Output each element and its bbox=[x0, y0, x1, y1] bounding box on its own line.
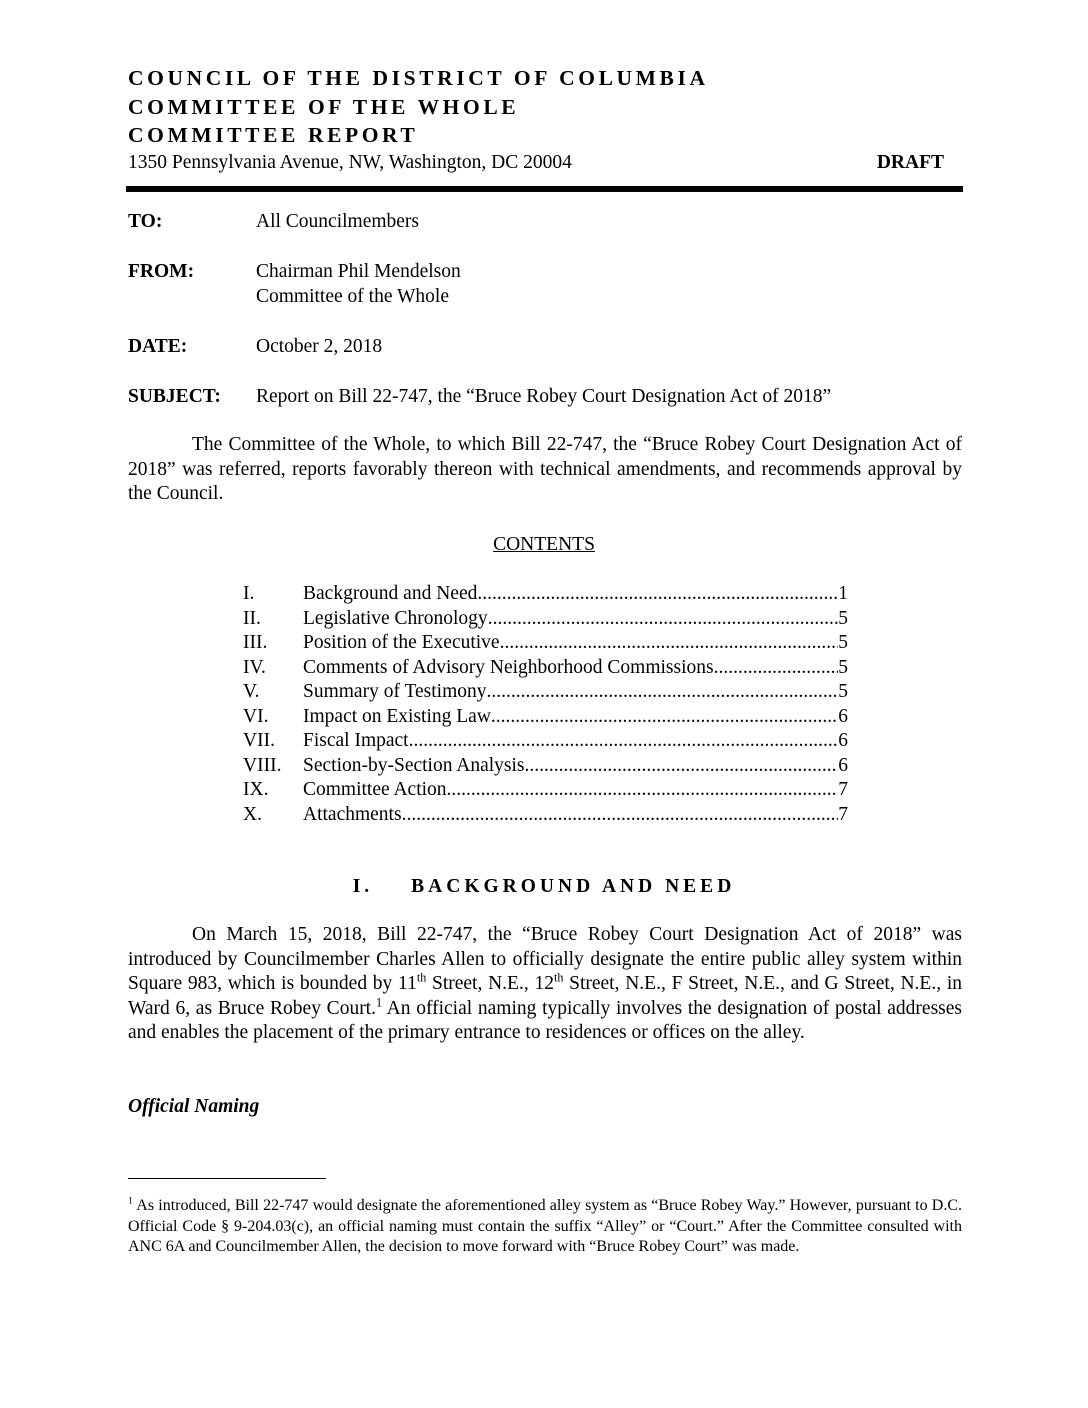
date-label: DATE: bbox=[128, 336, 188, 357]
toc-title: Attachments bbox=[303, 803, 402, 825]
toc-number: IV. bbox=[243, 656, 266, 678]
toc-title: Committee Action bbox=[303, 779, 447, 800]
toc-number: I. bbox=[243, 583, 255, 604]
footnote-ref: 1 bbox=[375, 995, 383, 1009]
toc-page: 5 bbox=[838, 632, 848, 653]
official-naming-subheading: Official Naming bbox=[128, 1096, 260, 1117]
toc-item bbox=[243, 631, 848, 656]
background-paragraph: On March 15, 2018, Bill 22-747, the “Bruce Robey Court Designation Act of 2018” was introduced by Councilmember Charles Allen to officially designate the entire public alley system within Square 983, which is bounded by 11th Street, N.E., 12th Street, N.E., F Street, N.E., and G Street, N.E., in Ward 6, as Bruce Robey Court.$^1$ An official naming typically involves the designation of postal addresses and enables the placement of the primary entrance to residences or offices on the alley. bbox=[128, 924, 963, 1043]
toc-number: VI. bbox=[243, 705, 269, 727]
toc-title: Background and Need bbox=[303, 583, 478, 604]
address-row bbox=[128, 150, 944, 176]
toc-page: 7 bbox=[838, 803, 848, 825]
toc-title: Comments of Advisory Neighborhood Commissions bbox=[303, 656, 714, 678]
from-value-committee: Committee of the Whole bbox=[256, 286, 449, 307]
subject-value: Report on Bill 22-747, the “Bruce Robey Court Designation Act of 2018” bbox=[256, 386, 832, 407]
to-value: All Councilmembers bbox=[256, 211, 420, 232]
from-label: FROM: bbox=[128, 261, 195, 282]
toc-number: VIII. bbox=[243, 754, 282, 776]
footnote-text: As introduced, Bill 22-747 would designate the aforementioned alley system as “Bruce Robey Way.” However, pursuant to D.C. Official Code § 9-204.03(c), an official naming must contain the suffix “Alley” or “Court.” After the Committee consulted with ANC 6A and Councilmember Allen, the decision to move forward with “Bruce Robey Court” was made. bbox=[128, 1197, 962, 1255]
council-title: COUNCIL OF THE DISTRICT OF COLUMBIA bbox=[128, 66, 709, 90]
table-of-contents bbox=[243, 582, 848, 827]
toc-title: Legislative Chronology bbox=[303, 607, 488, 629]
toc-item bbox=[243, 582, 848, 607]
toc-number: X. bbox=[243, 803, 262, 825]
draft-label: DRAFT bbox=[876, 152, 944, 173]
toc-title: Position of the Executive bbox=[303, 632, 500, 653]
toc-item bbox=[243, 778, 848, 803]
toc-page: 6 bbox=[838, 705, 848, 727]
toc-title: Section-by-Section Analysis bbox=[303, 754, 525, 776]
toc-page: 5 bbox=[838, 656, 848, 678]
section-number: I. bbox=[352, 876, 374, 897]
toc-item bbox=[243, 680, 848, 705]
footnote-separator bbox=[128, 1178, 326, 1179]
toc-item bbox=[243, 607, 848, 632]
intro-paragraph bbox=[128, 433, 962, 507]
report-type: COMMITTEE REPORT bbox=[128, 123, 419, 147]
subject-label: SUBJECT: bbox=[128, 386, 221, 407]
toc-number: III. bbox=[243, 632, 268, 653]
toc-page: 5 bbox=[838, 681, 848, 702]
toc-item bbox=[243, 803, 848, 828]
contents-heading: CONTENTS bbox=[493, 534, 595, 555]
toc-title: Impact on Existing Law bbox=[303, 705, 491, 727]
date-value: October 2, 2018 bbox=[256, 336, 383, 357]
toc-title: Summary of Testimony bbox=[303, 681, 487, 702]
toc-item bbox=[243, 656, 848, 681]
toc-page: 7 bbox=[838, 779, 848, 800]
toc-item bbox=[243, 754, 848, 779]
toc-page: 5 bbox=[838, 607, 848, 629]
footnote-number: 1 bbox=[128, 1195, 133, 1207]
header-rule bbox=[126, 186, 963, 192]
toc-number: VII. bbox=[243, 730, 275, 751]
toc-page: 1 bbox=[838, 583, 848, 604]
toc-page: 6 bbox=[838, 730, 848, 751]
toc-page: 6 bbox=[838, 754, 848, 776]
address: 1350 Pennsylvania Avenue, NW, Washington, DC 20004 bbox=[128, 152, 572, 173]
footnote bbox=[128, 1196, 962, 1258]
toc-title: Fiscal Impact bbox=[303, 730, 409, 751]
toc-number: V. bbox=[243, 681, 260, 702]
toc-number: IX. bbox=[243, 779, 269, 800]
to-label: TO: bbox=[128, 211, 163, 232]
from-value-name: Chairman Phil Mendelson bbox=[256, 261, 461, 282]
toc-item bbox=[243, 705, 848, 730]
toc-item bbox=[243, 729, 848, 754]
section-title: BACKGROUND AND NEED bbox=[411, 876, 736, 897]
committee-title: COMMITTEE OF THE WHOLE bbox=[128, 95, 520, 119]
section-heading bbox=[0, 874, 1088, 899]
toc-number: II. bbox=[243, 607, 261, 629]
intro-text: The Committee of the Whole, to which Bill 22-747, the “Bruce Robey Court Designation Act of 2018” was referred, reports favorably thereon with technical amendments, and recommends approval by the Council. bbox=[128, 434, 962, 504]
